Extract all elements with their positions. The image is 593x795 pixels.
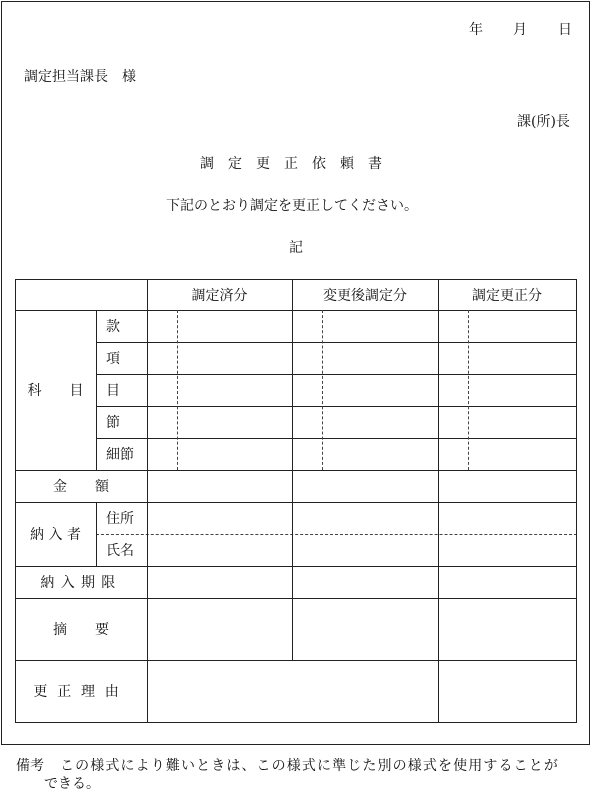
dashed-col-3	[468, 310, 469, 470]
tekiyo-label: 摘 要	[53, 622, 109, 638]
nounyusha-jusho: 住所	[106, 511, 134, 527]
riyu-label: 更正理由	[33, 684, 129, 700]
kamoku-setsu: 節	[106, 415, 120, 431]
kamoku-label: 科 目	[27, 383, 84, 399]
kamoku-kou: 項	[106, 351, 120, 367]
addressee: 調定担当課長 様	[24, 69, 136, 85]
kigen-label: 納入期限	[40, 575, 122, 591]
ki-label: 記	[289, 240, 303, 256]
date-day: 日	[558, 22, 572, 38]
kamoku-moku: 目	[106, 383, 120, 399]
date-year: 年	[469, 22, 483, 38]
row-line-moku	[96, 374, 577, 375]
request-sentence: 下記のとおり調定を更正してください。	[166, 198, 418, 214]
col-line-2	[292, 279, 293, 660]
row-line-saisetsu	[96, 438, 577, 439]
dashed-col-2	[322, 310, 323, 470]
col-header-chotei-zumi: 調定済分	[191, 287, 248, 304]
table-right-line	[576, 279, 577, 722]
col-header-henkogo: 変更後調定分	[323, 287, 407, 304]
row-line-kou	[96, 342, 577, 343]
nounyusha-label: 納 入 者	[30, 527, 81, 543]
date-month: 月	[513, 22, 527, 38]
sender-title: 課(所)長	[517, 114, 570, 130]
table-bottom-line	[15, 722, 577, 723]
row-line-setsu	[96, 406, 577, 407]
col-line-1	[147, 279, 148, 722]
col-line-3	[438, 279, 439, 722]
dashed-col-1	[177, 310, 178, 470]
nounyusha-shimei: 氏名	[106, 543, 134, 559]
document-title: 調 定 更 正 依 頼 書	[200, 156, 382, 172]
address-name-separator	[96, 534, 577, 535]
note-line-2: できる。	[44, 776, 100, 792]
kingaku-label: 金 額	[53, 479, 109, 495]
note-label: 備考	[16, 758, 44, 774]
kamoku-saisetsu: 細節	[106, 447, 134, 463]
kamoku-kan: 款	[106, 319, 120, 335]
col-header-kosei: 調定更正分	[472, 287, 542, 304]
note-line-1: この様式により難いときは、この様式に準じた別の様式を使用することが	[60, 758, 559, 774]
